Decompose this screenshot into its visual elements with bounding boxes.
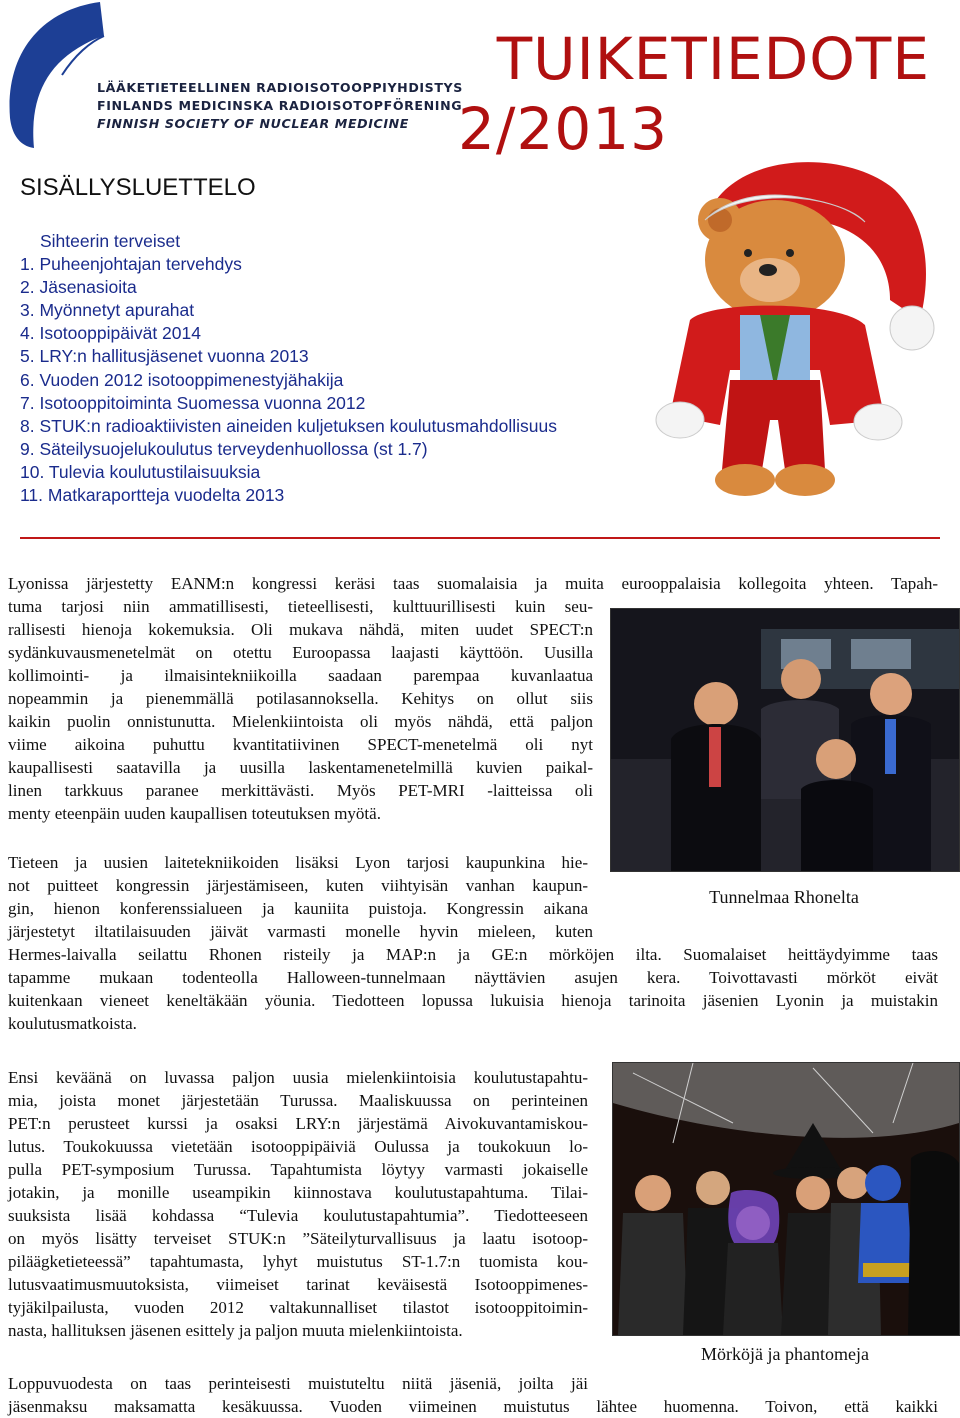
toc-item[interactable]: 8. STUK:n radioaktiivisten aineiden kuljetuksen koulutusmahdollisuus bbox=[20, 415, 557, 436]
paragraph-line: PET:n perusteet kurssi ja osaksi LRY:n järjestämä Aivokuvantamiskou- bbox=[8, 1114, 588, 1133]
org-name-en: FINNISH SOCIETY OF NUCLEAR MEDICINE bbox=[97, 116, 409, 131]
paragraph-line: Lyonissa järjestetty EANM:n kongressi keräsi taas suomalaisia ja muita eurooppalaisia kollegoita yhteen. Tapah- bbox=[8, 574, 938, 593]
paragraph-line: jäsenmaksu maksamatta kesäkuussa. Vuoden viimeinen muistutus lähtee huomenna. Toivon, että kaikki bbox=[8, 1397, 938, 1416]
paragraph-line: kollimointi- ja ilmaisintekniikoilla saadaan parempaa kuvanlaatua bbox=[8, 666, 593, 685]
paragraph-line: linen tarkkuus paranee merkittävästi. Myös PET-MRI -laitteissa oli bbox=[8, 781, 593, 800]
paragraph-line: Ensi keväänä on luvassa paljon uusia mielenkiintoisia koulutustapahtu- bbox=[8, 1068, 588, 1087]
paragraph-line: järjestetyt iltatilaisuuden jäivät varmasti monelle hyvin mieleen, kuten bbox=[8, 922, 593, 941]
paragraph-line: tuma tarjosi niin ammatillisesti, tieteellisesti, kulttuurillisesti kuin seu- bbox=[8, 597, 593, 616]
christmas-bear-illustration bbox=[650, 150, 950, 510]
paragraph-line: Hermes-laivalla seilattu Rhonen risteily ja MAP:n ja GE:n mörköjen ilta. Suomalaiset heittäydyimme taas bbox=[8, 945, 938, 964]
toc-item[interactable]: 4. Isotooppipäivät 2014 bbox=[20, 323, 201, 344]
paragraph-line: not puitteet kongressin järjestämiseen, kuten viihtyisän vanhan kaupun- bbox=[8, 876, 588, 895]
paragraph-line: lutusvaatimusmuutoksista, viimeiset tarinat keväisestä Isotooppimenes- bbox=[8, 1275, 588, 1294]
paragraph-line: mia, joista monet järjestetään Turussa. Maaliskuussa on perinteinen bbox=[8, 1091, 588, 1110]
paragraph-line: nopeammin ja pienemmällä potilasannoksella. Kehitys on ollut siis bbox=[8, 689, 593, 708]
toc-list bbox=[20, 230, 557, 507]
article-paragraph-2 bbox=[8, 851, 940, 1035]
paragraph-line: sydänkuvausmenetelmät on otettu Euroopassa laajasti käyttöön. Uusilla bbox=[8, 643, 593, 662]
halloween-photo bbox=[612, 1062, 960, 1336]
section-divider bbox=[20, 537, 940, 539]
toc-item[interactable]: 1. Puheenjohtajan tervehdys bbox=[20, 254, 242, 275]
paragraph-line: gin, hienon konferenssialueen ja kauniita puistoja. Kongressin aikana bbox=[8, 899, 588, 918]
toc-title: SISÄLLYSLUETTELO bbox=[20, 174, 256, 201]
paragraph-line: suuksista lisää kohdassa “Tulevia koulutustapahtumia”. Tiedotteeseen bbox=[8, 1206, 588, 1225]
article-paragraph-3 bbox=[8, 1066, 596, 1342]
paragraph-line: nasta, hallituksen jäsenen esittely ja paljon muuta mielenkiintoista. bbox=[8, 1321, 463, 1340]
toc-item[interactable]: 6. Vuoden 2012 isotooppimenestyjähakija bbox=[20, 369, 344, 390]
paragraph-line: jotakin, ja monille useampikin kiinnostava koulutustapahtuma. Tilai- bbox=[8, 1183, 588, 1202]
paragraph-line: tapamme mukaan todenteolla Halloween-tunnelmaan näyttävien asujen kera. Toivottavasti mörköt eivät bbox=[8, 968, 938, 987]
paragraph-line: pulla PET-symposium Turussa. Tapahtumista löytyy varmasti jokaiselle bbox=[8, 1160, 588, 1179]
rhone-photo-caption: Tunnelmaa Rhonelta bbox=[709, 887, 859, 907]
paragraph-line: viime aikoina puhuttu kvantitatiivinen SPECT-menetelmä oli nyt bbox=[8, 735, 593, 754]
logo-swoosh bbox=[10, 2, 104, 148]
toc-item[interactable]: 11. Matkaraportteja vuodelta 2013 bbox=[20, 485, 285, 506]
org-name-fi: LÄÄKETIETEELLINEN RADIOISOTOOPPIYHDISTYS bbox=[97, 80, 463, 95]
toc-item[interactable]: 3. Myönnetyt apurahat bbox=[20, 300, 195, 321]
paragraph-line: menty eteenpäin uuden kaupallisen toteutuksen myötä. bbox=[8, 804, 381, 823]
paragraph-line: rallisesti hienoja kokemuksia. Oli mukava nähdä, miten uudet SPECT:n bbox=[8, 620, 593, 639]
paragraph-line: kaikin puolin onnistunutta. Mielenkiintoista oli myös nähdä, että paljon bbox=[8, 712, 593, 731]
toc-item[interactable]: 2. Jäsenasioita bbox=[20, 277, 137, 298]
toc-item[interactable]: 10. Tulevia koulutustilaisuuksia bbox=[20, 461, 261, 482]
paragraph-line: Tieteen ja uusien laitetekniikoiden lisäksi Lyon tarjosi kaupunkina hie- bbox=[8, 853, 588, 872]
paragraph-line: koulutusmatkoista. bbox=[8, 1014, 137, 1033]
paragraph-line: piläägketieteessä” tapahtumasta, lyhyt muistutus ST-1.7:n tuomista kou- bbox=[8, 1252, 588, 1271]
paragraph-line: tyjäkilpailusta, vuoden 2012 valtakunnalliset tilastot isotooppitoimin- bbox=[8, 1298, 588, 1317]
paragraph-line: kaupallisesti saatavilla ja uusilla laskentamenetelmillä kuvien paikal- bbox=[8, 758, 593, 777]
org-name-sv: FINLANDS MEDICINSKA RADIOISOTOPFÖRENING bbox=[97, 98, 463, 113]
paragraph-line: lutus. Toukokuussa vietetään isotooppipäiviä Oulussa ja toukokuun lo- bbox=[8, 1137, 588, 1156]
toc-item[interactable]: 9. Säteilysuojelukoulutus terveydenhuollossa (st 1.7) bbox=[20, 438, 428, 459]
newsletter-issue: 2/2013 bbox=[458, 95, 669, 163]
paragraph-line: kuitenkaan vieneet keneltäkään yöunia. Tiedotteen lopussa lukuisia hienoja tarinoita jäsenien Lyonin ja muistakin bbox=[8, 991, 938, 1010]
paragraph-line: Loppuvuodesta on taas perinteisesti muistuteltu niitä jäseniä, joilta jäi bbox=[8, 1374, 588, 1393]
article-paragraph-4 bbox=[8, 1372, 940, 1418]
toc-item-intro[interactable]: Sihteerin terveiset bbox=[40, 231, 181, 251]
rhone-cruise-photo bbox=[610, 608, 960, 872]
newsletter-title: TUIKETIEDOTE bbox=[496, 25, 930, 93]
toc-item[interactable]: 5. LRY:n hallitusjäsenet vuonna 2013 bbox=[20, 346, 309, 367]
paragraph-line: on myös lisätty terveiset STUK:n ”Säteilyturvallisuus ja laatu isotoop- bbox=[8, 1229, 588, 1248]
toc-item[interactable]: 7. Isotooppitoiminta Suomessa vuonna 2012 bbox=[20, 392, 366, 413]
halloween-photo-caption: Mörköjä ja phantomeja bbox=[701, 1344, 869, 1364]
